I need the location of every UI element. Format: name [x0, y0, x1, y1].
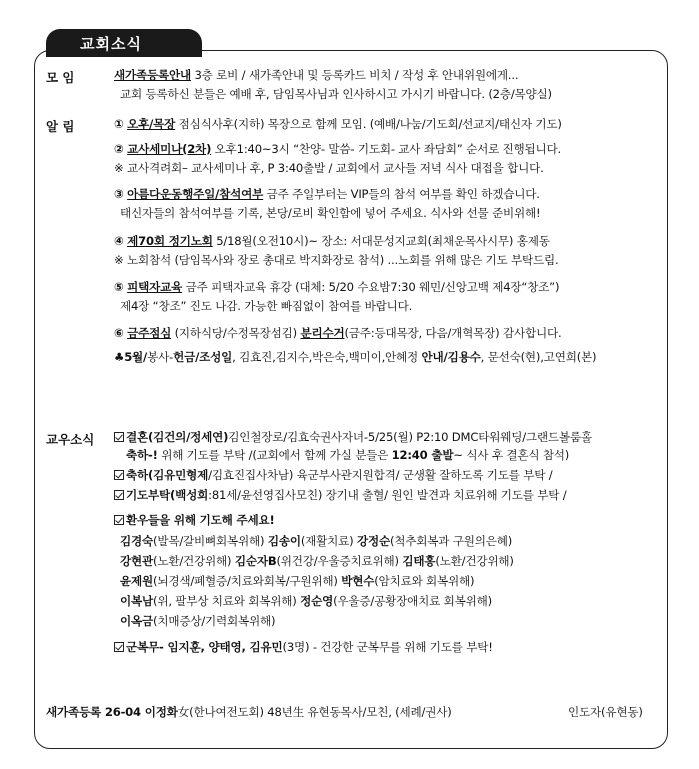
check-icon — [114, 642, 124, 652]
check-icon — [114, 515, 124, 525]
check-icon — [114, 490, 124, 500]
congrats-item: 축하(김유민형제/김효진집사차남) 육군부사관지원합격/ 군생활 잘하도록 기도를 부탁 / — [114, 468, 552, 483]
notice-item-7: ♣5월/봉사-헌금/조성일, 김효진,김지수,박은숙,백미이,안혜정 안내/김용수, 문선숙(현),고연희(본) — [114, 350, 597, 364]
patients-line-5: 이옥금(치매증상/기력회복위해) — [120, 614, 276, 628]
section-title-tab: 교회소식 — [46, 29, 202, 57]
notice-item-2: ② 교사세미나(2차) 오후1:40~3시 “찬양- 말씀- 기도회- 교사 좌담회” 순서로 진행됩니다. — [114, 142, 562, 156]
notice-item-5-sub: 제4장 “창조” 진도 나감. 가능한 빠짐없이 참여를 바랍니다. — [120, 299, 413, 313]
wedding-item-sub: 축하-! 위해 기도를 부탁 /(교회에서 함께 가실 분들은 12:40 출발~ 식사 후 결혼식 참석) — [126, 448, 570, 462]
new-family-line: 새가족등록 26-04 이정화女(한나여전도회) 48년生 유현동목사/모친, (세례/권사) — [46, 705, 452, 719]
notice-item-3-sub: 태신자들의 참석여부를 기록, 본당/로비 확인함에 넣어 주세요. 식사와 선물 준비위해! — [120, 206, 541, 220]
members-label: 교우소식 — [46, 432, 95, 447]
patients-line-3: 윤제원(뇌경색/폐혈증/치료와회복/구원위해) 박현수(암치료와 회복위해) — [120, 574, 475, 588]
prayer-request-item: 기도부탁(백성희:81세/윤선영집사모친) 장기내 출혈/ 원인 발견과 치료위해 기도를 부탁 / — [114, 488, 566, 503]
notice-item-2-sub: ※ 교사격려회– 교사세미나 후, P 3:40출발 / 교회에서 교사들 저녁 식사 대접을 합니다. — [114, 161, 544, 175]
notice-item-4: ④ 제70회 정기노회 5/18월(오전10시)~ 장소: 서대문성지교회(최채운목사시무) 홍제동 — [114, 234, 550, 248]
new-family-guide: 인도자(유현동) — [568, 705, 643, 719]
check-icon — [114, 432, 124, 442]
notice-item-5: ⑤ 피택자교육 금주 피택자교육 휴강 (대체: 5/20 수요밤7:30 웨민/신앙고백 제4장“창조”) — [114, 280, 560, 294]
notice-item-6: ⑥ 금주점심 (지하식당/수정목장섬김) 분리수거(금주:등대목장, 다음/개혁목장) 감사합니다. — [114, 326, 562, 340]
meeting-line-2: 교회 등록하신 분들은 예배 후, 담임목사님과 인사하시고 가시기 바랍니다. (2층/목양실) — [120, 87, 552, 101]
wedding-item: 결혼(김건의/정세연)김인철장로/김효숙권사자녀-5/25(월) P2:10 DMC타워웨딩/그랜드볼룸홀 — [114, 430, 592, 445]
patients-line-4: 이복남(위, 팔부상 치료와 회복위해) 정순영(우울증/공황장애치료 회복위해) — [120, 594, 492, 608]
patients-line-2: 강현관(노환/건강위해) 김순자B(위건강/우울증치료위해) 김태홍(노환/건강위해) — [120, 554, 514, 568]
notice-item-1: ① 오후/목장 점심식사후(지하) 목장으로 함께 모임. (예배/나눔/기도회/선교지/태신자 기도) — [114, 117, 562, 131]
meeting-label: 모 임 — [46, 70, 75, 85]
notice-item-4-sub: ※ 노회참석 (담임목사와 장로 총대로 박지화장로 참석) ...노회를 위해 많은 기도 부탁드림. — [114, 253, 559, 267]
military-item: 군복무- 임지훈, 양태영, 김유민(3명) - 건강한 군복무를 위해 기도를 부탁! — [114, 640, 493, 655]
patients-line-1: 김경숙(발목/갈비뼈회복위해) 김송이(재활치료) 강정순(척추회복과 구원의은혜) — [120, 534, 513, 548]
patients-heading: 환우들을 위해 기도해 주세요! — [114, 513, 275, 528]
notice-label: 알 림 — [46, 119, 75, 134]
notice-item-3: ③ 아름다운동행주일/참석여부 금주 주일부터는 VIP들의 참석 여부를 확인 하겠습니다. — [114, 187, 540, 201]
check-icon — [114, 470, 124, 480]
newcomer-guide-heading: 새가족등록안내 — [114, 68, 191, 82]
meeting-line-1: 새가족등록안내 3층 로비 / 새가족안내 및 등록카드 비치 / 작성 후 안내위원에게... — [114, 68, 519, 82]
